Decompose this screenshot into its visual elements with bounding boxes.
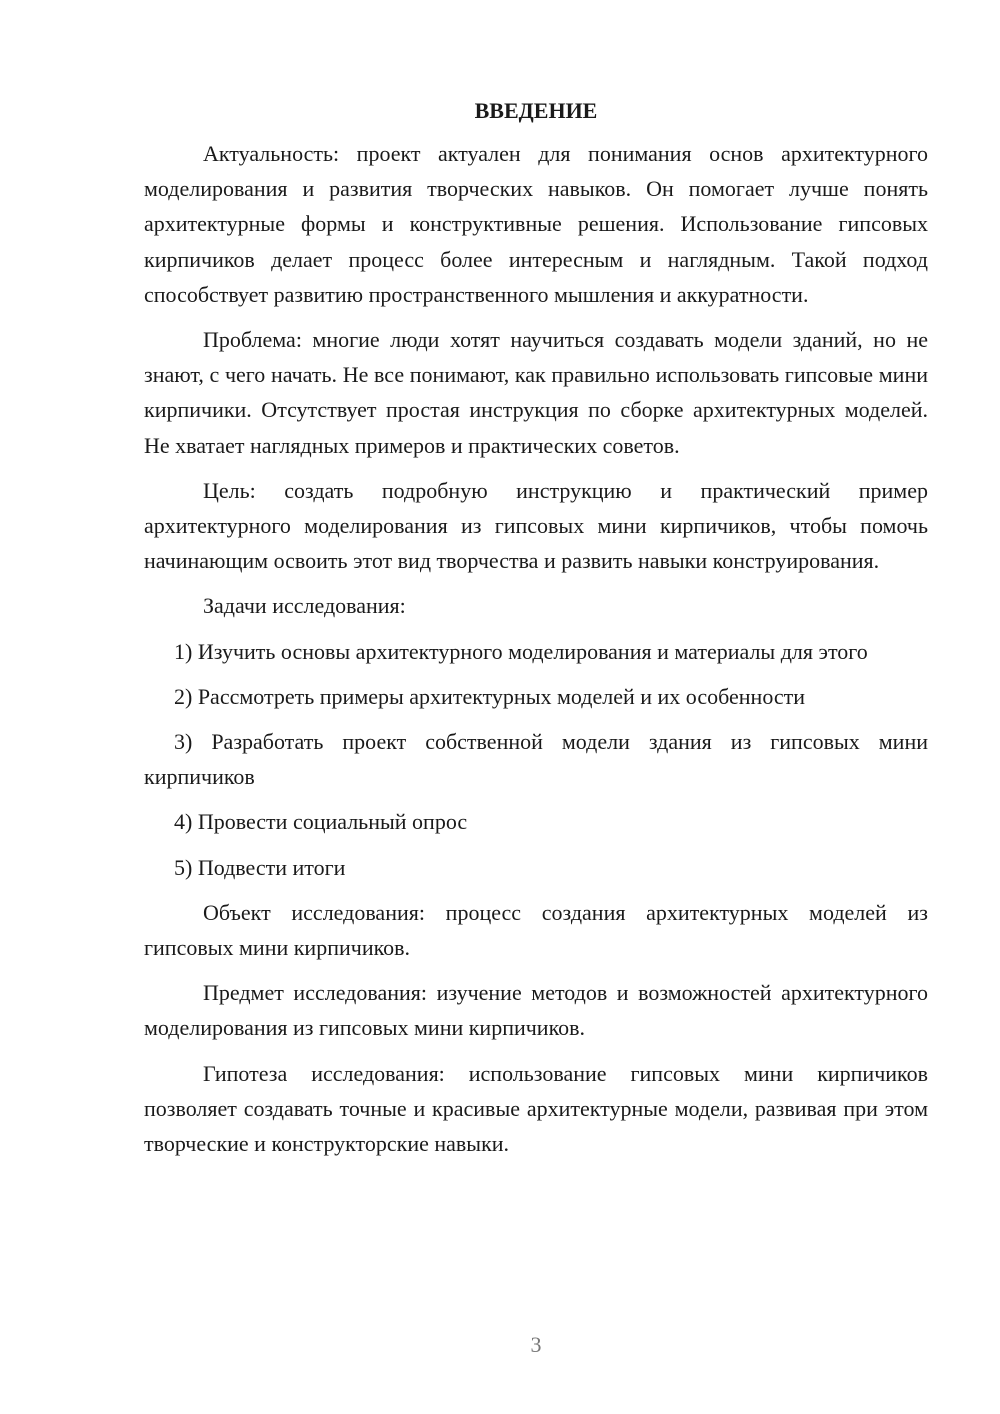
section-title: ВВЕДЕНИЕ [474, 98, 598, 123]
task-item-5: 5) Подвести итоги [174, 854, 346, 880]
paragraph-hypothesis: Гипотеза исследования: использование гипсовых мини кирпичиков позволяет создавать точные и красивые архитектурные модели, развивая при этом творческие и конструкторские навыки. [144, 1060, 928, 1157]
task-item-1: 1) Изучить основы архитектурного моделирования и материалы для этого [174, 638, 868, 664]
paragraph-tasks-heading: Задачи исследования: [203, 593, 406, 619]
paragraph-problem: Проблема: многие люди хотят научиться создавать модели зданий, но не знают, с чего начать. Не все понимают, как правильно использовать гипсовые мини кирпичики. Отсутствует простая инструкция по сборке архитектурных моделей. Не хватает наглядных примеров и практических советов. [144, 327, 928, 458]
task-item-2: 2) Рассмотреть примеры архитектурных моделей и их особенности [174, 683, 806, 709]
task-item-3: 3) Разработать проект собственной модели здания из гипсовых мини кирпичиков [144, 729, 928, 790]
paragraph-subject: Предмет исследования: изучение методов и возможностей архитектурного моделирования из гипсовых мини кирпичиков. [144, 980, 928, 1041]
paragraph-relevance: Актуальность: проект актуален для понимания основ архитектурного моделирования и развития творческих навыков. Он помогает лучше понять архитектурные формы и конструктивные решения. Использование гипсовых кирпичиков делает процесс более интересным и наглядным. Такой подход способствует развитию пространственного мышления и аккуратности. [144, 141, 928, 307]
paragraph-object: Объект исследования: процесс создания архитектурных моделей из гипсовых мини кирпичиков. [144, 899, 928, 961]
document-body [144, 96, 928, 1171]
paragraph-goal: Цель: создать подробную инструкцию и практический пример архитектурного моделирования из гипсовых мини кирпичиков, чтобы помочь начинающим освоить этот вид творчества и развить навыки конструирования. [144, 477, 928, 574]
task-item-4: 4) Провести социальный опрос [174, 809, 468, 835]
page-number: 3 [530, 1332, 542, 1357]
